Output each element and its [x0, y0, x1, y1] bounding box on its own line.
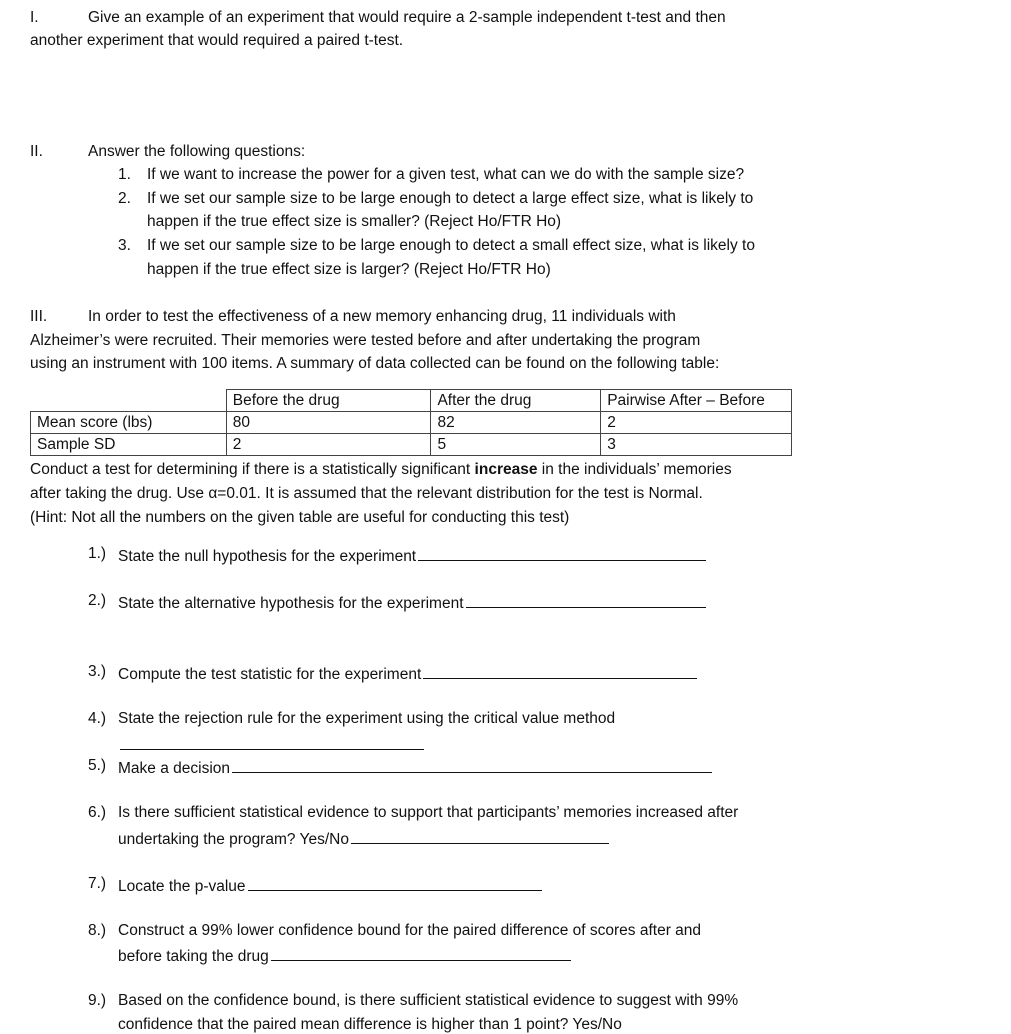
subquestion-text: State the rejection rule for the experiment using the critical value method	[118, 710, 616, 727]
hint-text: (Hint: Not all the numbers on the given table are useful for conducting this test)	[30, 509, 570, 526]
section-3-line-1: In order to test the effectiveness of a new memory enhancing drug, 11 individuals with	[88, 308, 676, 325]
section-1-line-1: Give an example of an experiment that would require a 2-sample independent t-test and then	[88, 9, 726, 26]
list-number: 1.	[118, 166, 131, 183]
subquestion-text: Compute the test statistic for the experiment	[118, 666, 422, 683]
table-row-label: Sample SD	[31, 434, 227, 456]
subquestion-5	[118, 757, 712, 778]
subquestion-number: 9.)	[88, 992, 107, 1009]
answer-blank[interactable]	[351, 828, 609, 844]
list-item-text: happen if the true effect size is smaller? (Reject Ho/FTR Ho)	[147, 213, 562, 230]
table-row	[31, 434, 792, 456]
list-item-text: If we want to increase the power for a given test, what can we do with the sample size?	[147, 166, 745, 183]
subquestion-number: 3.)	[88, 663, 107, 680]
section-2-numeral: II.	[30, 143, 43, 160]
table-cell: 2	[601, 412, 792, 434]
answer-blank[interactable]	[271, 945, 571, 961]
conduct-text: in the individuals’ memories	[537, 461, 732, 478]
section-1-line-2: another experiment that would required a paired t-test.	[30, 32, 404, 49]
table-row	[31, 412, 792, 434]
answer-blank[interactable]	[248, 875, 542, 891]
table-header-cell: After the drug	[431, 390, 601, 412]
subquestion-3	[118, 663, 697, 684]
section-3-line-3: using an instrument with 100 items. A summary of data collected can be found on the following table:	[30, 355, 720, 372]
subquestion-number: 6.)	[88, 804, 107, 821]
subquestion-number: 8.)	[88, 922, 107, 939]
table-cell: 80	[226, 412, 431, 434]
subquestion-6-cont	[118, 828, 609, 849]
subquestion-text: Is there sufficient statistical evidence to support that participants’ memories increased after	[118, 804, 739, 821]
conduct-text: Conduct a test for determining if there is a statistically significant	[30, 461, 475, 478]
answer-blank[interactable]	[466, 592, 706, 608]
subquestion-8-cont	[118, 945, 571, 966]
answer-blank[interactable]	[418, 545, 706, 561]
section-3-numeral: III.	[30, 308, 48, 325]
table-header-cell	[31, 390, 227, 412]
subquestion-text: before taking the drug	[118, 948, 269, 965]
conduct-instruction-2: after taking the drug. Use α=0.01. It is assumed that the relevant distribution for the test is Normal.	[30, 485, 703, 502]
conduct-emphasis: increase	[474, 461, 538, 478]
answer-blank[interactable]	[232, 757, 712, 773]
table-cell: 82	[431, 412, 601, 434]
subquestion-text: Locate the p-value	[118, 878, 246, 895]
section-1-numeral: I.	[30, 9, 39, 26]
table-cell: 5	[431, 434, 601, 456]
subquestion-text: State the null hypothesis for the experiment	[118, 548, 417, 565]
subquestion-1	[118, 545, 706, 566]
conduct-instruction	[30, 461, 732, 479]
table-header-cell: Before the drug	[226, 390, 431, 412]
subquestion-text: confidence that the paired mean difference is higher than 1 point? Yes/No	[118, 1016, 622, 1033]
subquestion-text: Based on the confidence bound, is there sufficient statistical evidence to suggest with 99%	[118, 992, 739, 1009]
summary-table	[30, 389, 792, 456]
subquestion-2	[118, 592, 706, 613]
subquestion-number: 5.)	[88, 757, 107, 774]
table-header-cell: Pairwise After – Before	[601, 390, 792, 412]
list-number: 2.	[118, 190, 131, 207]
list-item-text: If we set our sample size to be large enough to detect a large effect size, what is likely to	[147, 190, 754, 207]
subquestion-number: 1.)	[88, 545, 107, 562]
section-2-intro: Answer the following questions:	[88, 143, 306, 160]
subquestion-text: undertaking the program? Yes/No	[118, 831, 349, 848]
subquestion-text: Make a decision	[118, 760, 231, 777]
subquestion-number: 4.)	[88, 710, 107, 727]
subquestion-number: 7.)	[88, 875, 107, 892]
table-row-label: Mean score (lbs)	[31, 412, 227, 434]
table-cell: 2	[226, 434, 431, 456]
list-number: 3.	[118, 237, 131, 254]
answer-blank[interactable]	[423, 663, 697, 679]
table-header-row	[31, 390, 792, 412]
answer-blank[interactable]	[120, 734, 424, 750]
subquestion-7	[118, 875, 542, 896]
list-item-text: happen if the true effect size is larger? (Reject Ho/FTR Ho)	[147, 261, 551, 278]
subquestion-text: Construct a 99% lower confidence bound for the paired difference of scores after and	[118, 922, 702, 939]
list-item-text: If we set our sample size to be large enough to detect a small effect size, what is likely to	[147, 237, 755, 254]
table-cell: 3	[601, 434, 792, 456]
subquestion-text: State the alternative hypothesis for the experiment	[118, 595, 464, 612]
section-3-line-2: Alzheimer’s were recruited. Their memories were tested before and after undertaking the program	[30, 332, 701, 349]
subquestion-number: 2.)	[88, 592, 107, 609]
